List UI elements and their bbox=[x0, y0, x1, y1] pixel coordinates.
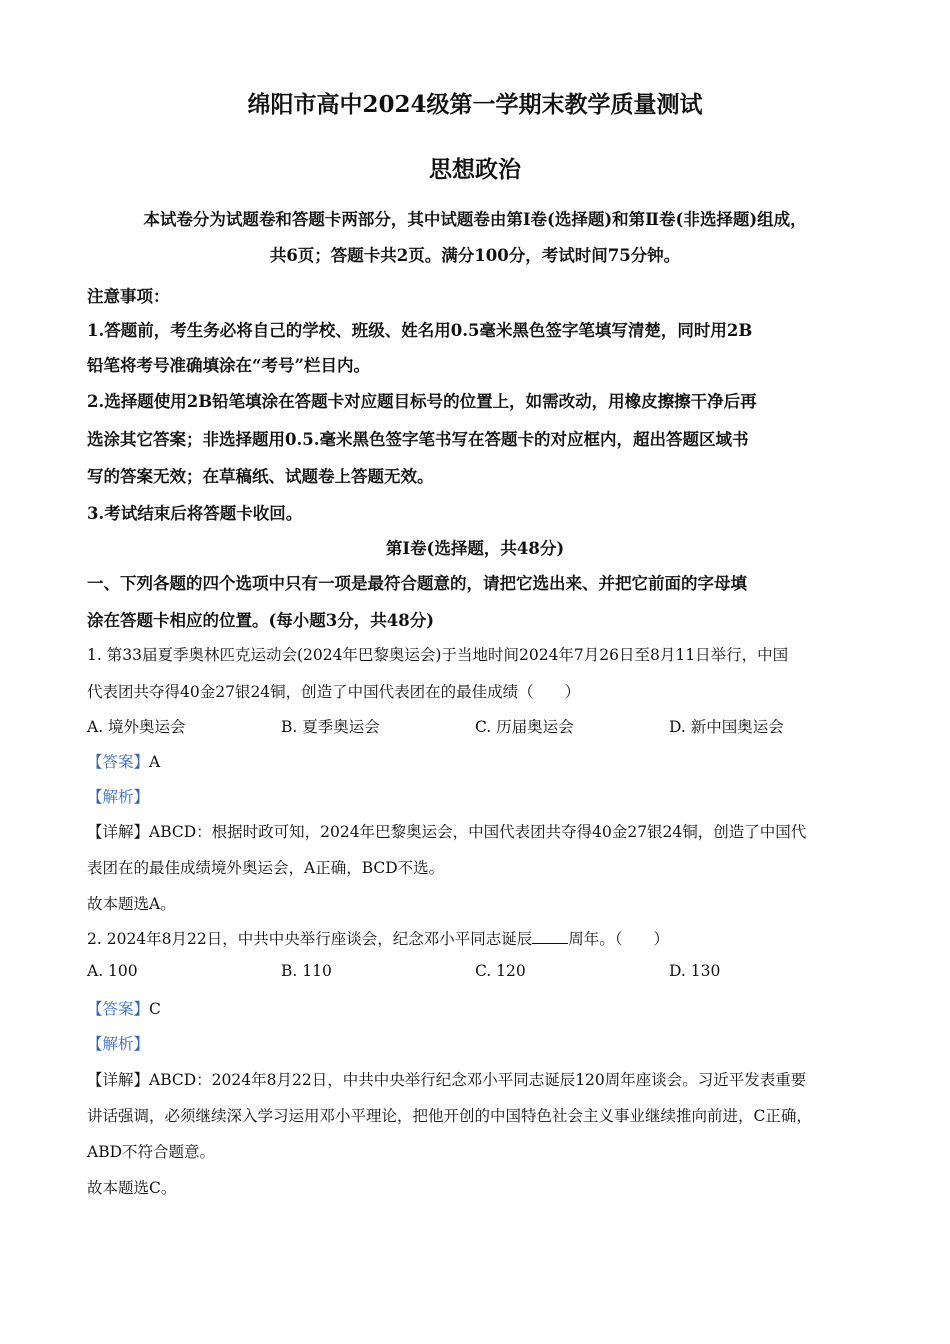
answer-value: A bbox=[149, 753, 161, 771]
q1-analysis-label: 【解析】 bbox=[87, 788, 150, 806]
notice-line: 1.答题前，考生务必将自己的学校、班级、姓名用0.5毫米黑色签字笔填写清楚，同时用2B bbox=[87, 321, 753, 340]
q2-stem-text: 2. 2024年8月22日，中共中央举行座谈会，纪念邓小平同志诞辰 bbox=[87, 930, 533, 948]
notice-line: 写的答案无效；在草稿纸、试题卷上答题无效。 bbox=[87, 467, 434, 486]
q1-option-c: C. 历届奥运会 bbox=[475, 718, 574, 736]
answer-label: 【答案】 bbox=[87, 1000, 150, 1018]
q2-conclusion: 故本题选C。 bbox=[87, 1179, 177, 1197]
section-instruction: 一、下列各题的四个选项中只有一项是最符合题意的，请把它选出来、并把它前面的字母填 bbox=[87, 574, 747, 593]
q2-option-c: C. 120 bbox=[475, 962, 526, 980]
intro-line-2: 共6页；答题卡共2页。满分100分，考试时间75分钟。 bbox=[269, 246, 681, 265]
notice-heading: 注意事项： bbox=[87, 287, 170, 306]
fill-blank bbox=[532, 929, 568, 944]
q1-option-b: B. 夏季奥运会 bbox=[281, 718, 380, 736]
q1-stem: 代表团共夺得40金27银24铜，创造了中国代表团在的最佳成绩（ ） bbox=[87, 683, 581, 701]
q1-detail: 【详解】ABCD：根据时政可知，2024年巴黎奥运会，中国代表团共夺得40金27银24铜，创造了中国代 bbox=[87, 823, 807, 841]
q2-stem bbox=[87, 927, 669, 949]
answer-label: 【答案】 bbox=[87, 753, 150, 771]
q2-option-d: D. 130 bbox=[669, 962, 721, 980]
q1-detail: 表团在的最佳成绩境外奥运会，A正确，BCD不选。 bbox=[87, 859, 445, 877]
q2-detail: ABD不符合题意。 bbox=[87, 1143, 216, 1161]
answer-value: C bbox=[149, 1000, 161, 1018]
intro-line-1: 本试卷分为试题卷和答题卡两部分，其中试题卷由第Ⅰ卷(选择题)和第Ⅱ卷(非选择题)组成， bbox=[143, 210, 807, 229]
section-title: 第Ⅰ卷(选择题，共48分) bbox=[385, 539, 565, 558]
q2-answer bbox=[87, 997, 161, 1019]
notice-line: 铅笔将考号准确填涂在“考号”栏目内。 bbox=[87, 356, 370, 375]
q2-detail: 【详解】ABCD：2024年8月22日，中共中央举行纪念邓小平同志诞辰120周年座谈会。习近平发表重要 bbox=[87, 1071, 807, 1089]
q2-stem-text: 周年。（ ） bbox=[568, 930, 670, 948]
q1-conclusion: 故本题选A。 bbox=[87, 895, 176, 913]
notice-line: 选涂其它答案；非选择题用0.5.毫米黑色签字笔书写在答题卡的对应框内，超出答题区域书 bbox=[87, 430, 749, 449]
notice-line: 2.选择题使用2B铅笔填涂在答题卡对应题目标号的位置上，如需改动，用橡皮擦擦干净后再 bbox=[87, 392, 757, 411]
exam-title: 绵阳市高中2024级第一学期末教学质量测试 bbox=[247, 91, 703, 118]
q1-option-d: D. 新中国奥运会 bbox=[669, 718, 784, 736]
q2-detail: 讲话强调，必须继续深入学习运用邓小平理论，把他开创的中国特色社会主义事业继续推向前进，C正确， bbox=[87, 1107, 812, 1125]
subject-title: 思想政治 bbox=[429, 156, 521, 183]
q1-option-a: A. 境外奥运会 bbox=[87, 718, 186, 736]
notice-line: 3.考试结束后将答题卡收回。 bbox=[87, 504, 303, 523]
q1-answer bbox=[87, 750, 160, 772]
section-instruction: 涂在答题卡相应的位置。(每小题3分，共48分) bbox=[87, 611, 435, 630]
q2-option-b: B. 110 bbox=[281, 962, 332, 980]
q1-stem: 1. 第33届夏季奥林匹克运动会(2024年巴黎奥运会)于当地时间2024年7月26日至8月11日举行，中国 bbox=[87, 646, 789, 664]
q2-analysis-label: 【解析】 bbox=[87, 1035, 150, 1053]
q2-option-a: A. 100 bbox=[87, 962, 138, 980]
